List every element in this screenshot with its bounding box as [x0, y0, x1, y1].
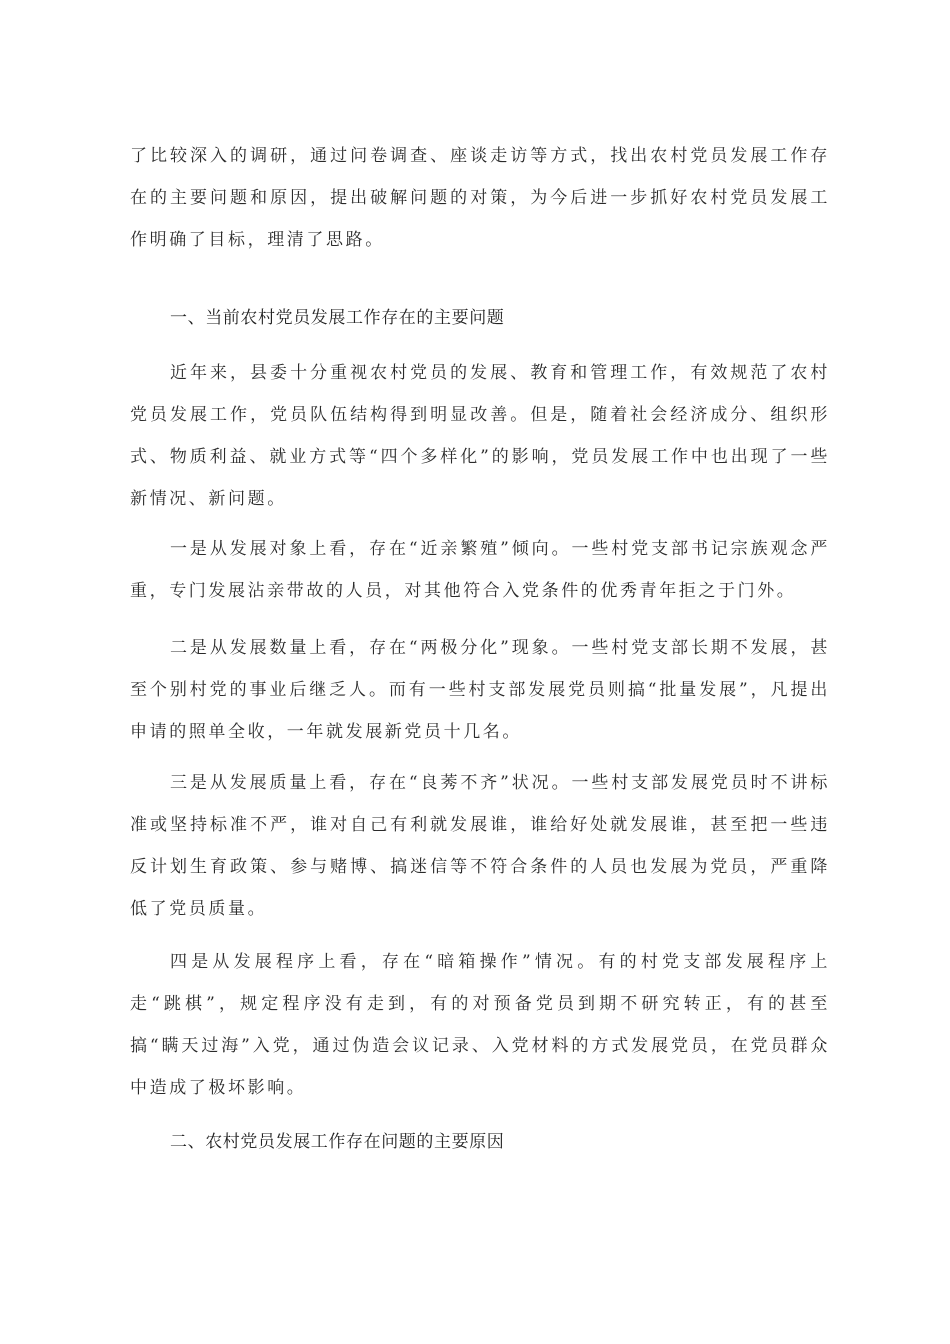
body-paragraph-point-4 — [130, 941, 830, 1109]
point-3-text: 一些村支部发展党员时不讲标准或坚持标准不严，谁对自己有利就发展谁，谁给好处就发展谁，甚至把一些违反计划生育政策、参与赌博、搞迷信等不符合条件的人员也发展为党员，严重降低了党员质量。 — [130, 773, 830, 919]
point-4-text: 有的村党支部发展程序上走“跳棋”，规定程序没有走到，有的对预备党员到期不研究转正，有的甚至搞“瞒天过海”入党，通过伪造会议记录、入党材料的方式发展党员，在党员群众中造成了极坏影响。 — [130, 952, 830, 1098]
section-heading-1: 一、当前农村党员发展工作存在的主要问题 — [170, 308, 505, 328]
body-paragraph-point-2 — [130, 627, 830, 753]
section-heading-2: 二、农村党员发展工作存在问题的主要原因 — [170, 1132, 505, 1152]
point-1-lead: 一是从发展对象上看，存在“近亲繁殖”倾向。 — [170, 539, 572, 559]
point-1-text: 一些村党支部书记宗族观念严重，专门发展沾亲带故的人员，对其他符合入党条件的优秀青年拒之于门外。 — [130, 539, 830, 601]
body-paragraph-intro: 近年来，县委十分重视农村党员的发展、教育和管理工作，有效规范了农村党员发展工作，党员队伍结构得到明显改善。但是，随着社会经济成分、组织形式、物质利益、就业方式等“四个多样化”的影响，党员发展工作中也出现了一些新情况、新问题。 — [130, 363, 830, 509]
point-2-lead: 二是从发展数量上看，存在“两极分化”现象。 — [170, 638, 572, 658]
body-paragraph-point-1 — [130, 528, 830, 612]
point-4-lead: 四是从发展程序上看，存在“暗箱操作”情况。 — [170, 952, 599, 972]
body-paragraph-point-3 — [130, 762, 830, 930]
body-paragraph-continuation: 了比较深入的调研，通过问卷调查、座谈走访等方式，找出农村党员发展工作存在的主要问题和原因，提出破解问题的对策，为今后进一步抓好农村党员发展工作明确了目标，理清了思路。 — [130, 146, 830, 250]
point-3-lead: 三是从发展质量上看，存在“良莠不齐”状况。 — [170, 773, 572, 793]
point-2-text: 一些村党支部长期不发展，甚至个别村党的事业后继乏人。而有一些村支部发展党员则搞“批量发展”，凡提出申请的照单全收，一年就发展新党员十几名。 — [130, 638, 830, 742]
